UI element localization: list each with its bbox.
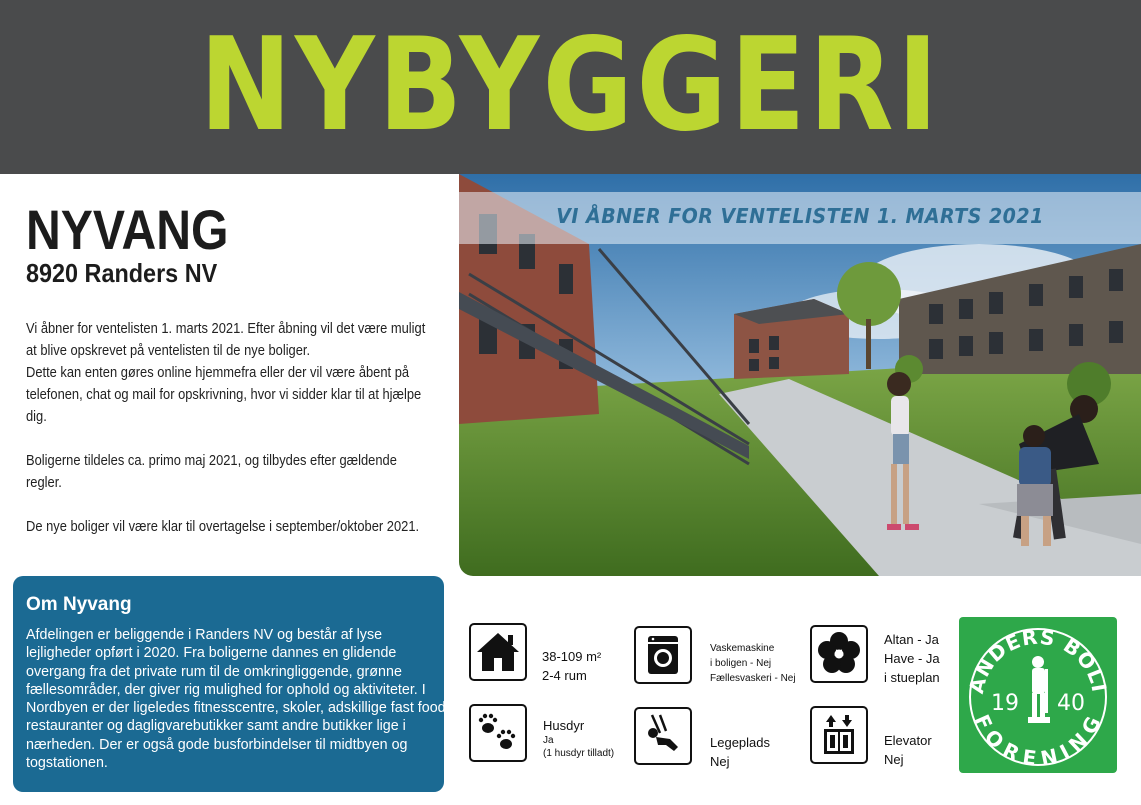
intro-paragraph: De nye boliger vil være klar til overtagelse i september/oktober 2021. (26, 519, 420, 535)
intro-paragraph: Boligerne tildeles ca. primo maj 2021, og tilbydes efter gældende regler. (26, 453, 397, 491)
logo-text-top: ANDERS BOLI (964, 624, 1112, 696)
intro-paragraph: Vi åbner for ventelisten 1. marts 2021. Efter åbning vil det være muligt at blive opskrevet på ventelisten til de nye boliger. (26, 321, 426, 359)
feature-balcony (884, 630, 940, 687)
paw-icon (469, 704, 527, 762)
about-title: Om Nyvang (26, 594, 132, 615)
swing-icon (634, 707, 692, 765)
logo-year-right: 40 (1057, 691, 1085, 716)
project-name: NYVANG (26, 198, 229, 261)
randers-bolig-logo (959, 617, 1117, 773)
feature-playground-value: Nej (710, 754, 730, 769)
hero-image (459, 174, 1141, 576)
feature-washer (710, 641, 796, 686)
feature-balcony-garden: Have - Ja (884, 651, 940, 666)
intro-paragraph: Dette kan enten gøres online hjemmefra eller der vil være åbent på telefonen, chat og mail for opskrivning, hvor vi sidder klar til at hjælpe dig. (26, 365, 422, 425)
feature-size-rooms: 2-4 rum (542, 668, 587, 683)
flower-icon (810, 625, 868, 683)
feature-elevator (884, 731, 932, 769)
project-address: 8920 Randers NV (26, 258, 218, 288)
about-box (13, 576, 444, 792)
feature-elevator-value: Nej (884, 752, 904, 767)
intro-section (26, 196, 446, 560)
about-text: Afdelingen er beliggende i Randers NV og består af lyse lejligheder opført i 2020. Fra boligerne dannes en glidende overgang fra det private rum til de omkringliggende, grønne fællesområder, der giver rig mulighed for ophold og aktiviteter. I Nordbyen er der ligeledes fitnesscentre, skoler, adskillige fast food restauranter og dagligvarebutikker samt andre butikker lige i nærheden. Der er også gode busforbindelser til midtbyen og togstationen. (26, 627, 446, 772)
feature-pets-title: Husdyr (543, 718, 585, 733)
feature-washer-title: Vaskemaskine (710, 643, 775, 654)
intro-text (26, 318, 435, 538)
feature-size (542, 647, 601, 685)
logo-year-left: 19 (991, 691, 1019, 716)
feature-washer-in-home: i boligen - Nej (710, 658, 772, 669)
feature-balcony-ground-floor: i stueplan (884, 670, 940, 685)
statue-icon (1028, 656, 1050, 723)
feature-elevator-title: Elevator (884, 733, 932, 748)
elevator-icon (810, 706, 868, 764)
feature-pets-allowed: Ja (543, 735, 554, 746)
feature-playground-title: Legeplads (710, 735, 770, 750)
washing-machine-icon (634, 626, 692, 684)
feature-balcony-altan: Altan - Ja (884, 632, 939, 647)
hero-banner-text: VI ÅBNER FOR VENTELISTEN 1. MARTS 2021 (556, 204, 1044, 228)
header-banner (0, 0, 1141, 174)
feature-pets (543, 717, 614, 761)
feature-washer-shared: Fællesvaskeri - Nej (710, 673, 796, 684)
feature-pets-limit: (1 husdyr tilladt) (543, 748, 615, 759)
house-icon (469, 623, 527, 681)
feature-playground (710, 733, 770, 771)
page-title: NYBYGGERI (199, 11, 942, 160)
feature-size-area: 38-109 m² (542, 649, 602, 664)
logo-text-bottom: FORENING (969, 710, 1107, 771)
